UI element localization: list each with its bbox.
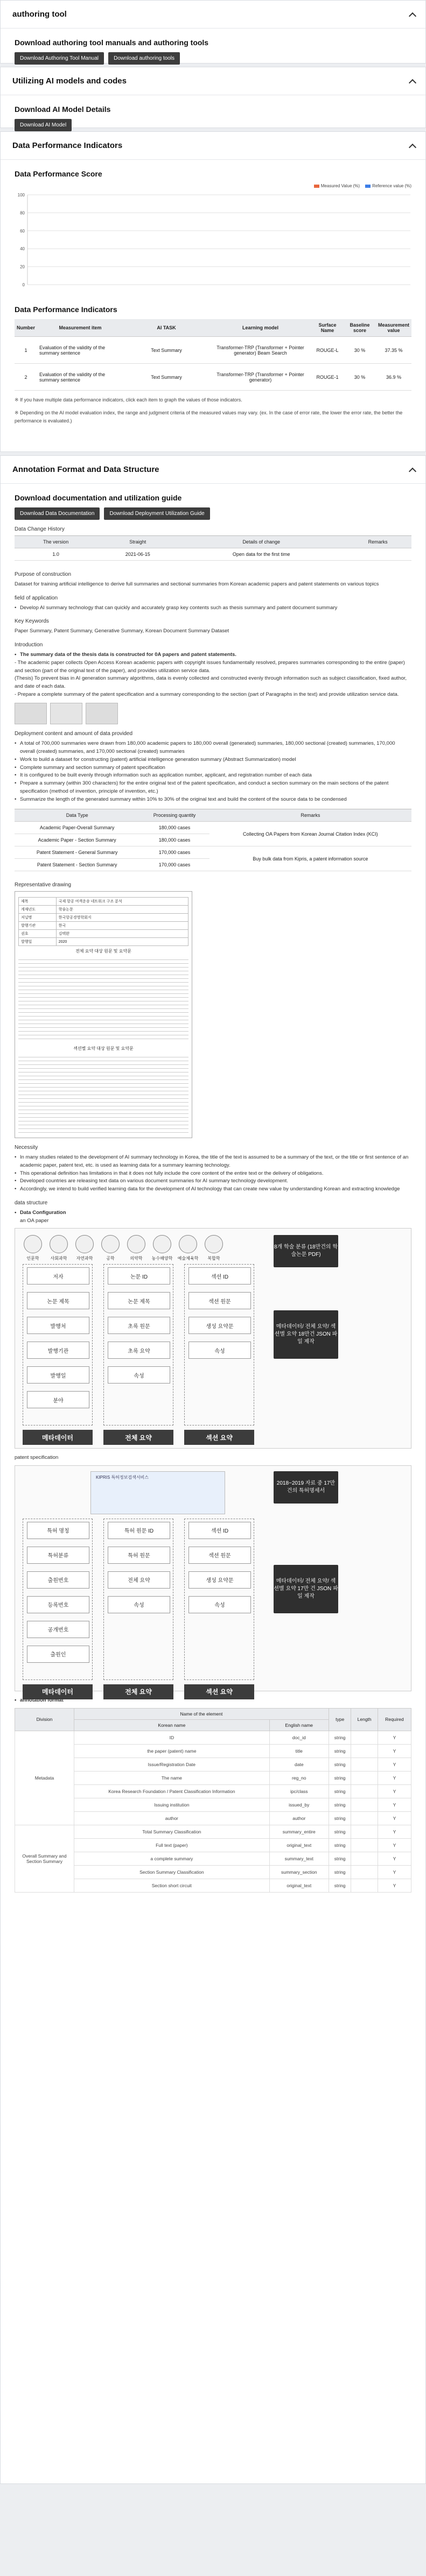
category-label: 인문학 xyxy=(26,1256,39,1261)
structure-label: 메타데이터 xyxy=(23,1684,93,1699)
cell: string xyxy=(329,1852,351,1865)
cell xyxy=(351,1798,378,1811)
patent-structure-diagram xyxy=(15,1465,411,1696)
download-manual-button[interactable]: Download Authoring Tool Manual xyxy=(15,52,104,65)
cell: Total Summary Classification xyxy=(74,1825,270,1838)
cell xyxy=(351,1758,378,1771)
cell: Text Summary xyxy=(123,364,209,391)
chevron-up-icon[interactable] xyxy=(408,11,416,18)
col-header: Remarks xyxy=(209,809,411,822)
structure-field: 발행일 xyxy=(27,1366,89,1384)
col-header: Processing quantity xyxy=(139,809,209,822)
cell: 발행일 xyxy=(19,938,57,946)
col-header: Details of change xyxy=(178,536,344,548)
cell: 180,000 cases xyxy=(139,834,209,846)
cell: Patent Statement - Section Summary xyxy=(15,859,139,871)
ai-models-header[interactable] xyxy=(1,67,425,95)
cell: 국제 항공 여객운송 네트워크 구조 분석 xyxy=(56,898,188,906)
field-text: • Develop AI summary technology that can quickly and accurately grasp key contents such as thesis summary and patent document summary xyxy=(15,604,411,612)
structure-field: 특허 원문 ID xyxy=(108,1522,170,1539)
category-label: 의약학 xyxy=(130,1256,143,1261)
thumbnail-image xyxy=(15,703,47,724)
col-header: Straight xyxy=(97,536,178,548)
cell: Y xyxy=(378,1838,411,1852)
performance-card xyxy=(0,131,426,452)
cell: 1 xyxy=(15,337,37,364)
division-cell: Metadata xyxy=(15,1731,74,1825)
structure-field: 속성 xyxy=(108,1366,170,1384)
structure-field: 공개번호 xyxy=(27,1621,89,1638)
cell: 170,000 cases xyxy=(139,846,209,859)
cell xyxy=(351,1771,378,1784)
download-tools-button[interactable]: Download authoring tools xyxy=(108,52,180,65)
download-documentation-button[interactable]: Download Data Documentation xyxy=(15,507,100,520)
legend-item: Reference value (%) xyxy=(365,184,411,188)
cell: 권호 xyxy=(19,930,57,938)
structure-field: 섹션 ID xyxy=(188,1267,251,1285)
cell: 한국항공경영학회지 xyxy=(56,914,188,922)
annotation-header[interactable] xyxy=(1,456,425,484)
structure-label: 메타데이터 xyxy=(23,1430,93,1445)
table-row xyxy=(15,1798,411,1811)
cell: the paper (patent) name xyxy=(74,1744,270,1758)
col-header: Baseline score xyxy=(344,319,376,337)
col-header: AI TASK xyxy=(123,319,209,337)
cell: ROUGE-L xyxy=(311,337,344,364)
cell: 36.9 % xyxy=(376,364,411,391)
col-header: Division xyxy=(15,1708,74,1731)
deployment-line: • Work to build a dataset for constructing (patent) artificial intelligence generation summary (Abstract Summarization) model xyxy=(15,756,411,764)
cell: string xyxy=(329,1838,351,1852)
col-header: The version xyxy=(15,536,97,548)
structure-field: 생성 요약문 xyxy=(188,1571,251,1589)
score-heading: Data Performance Score xyxy=(15,170,102,178)
category-label: 사회과학 xyxy=(50,1256,67,1261)
representative-drawing xyxy=(15,891,192,1138)
structure-field: 논문 제목 xyxy=(108,1292,170,1309)
field-label: field of application xyxy=(15,595,58,601)
purpose-text: Dataset for training artificial intelligence to derive full summaries and sectional summaries from Korean academic papers and patent statements on various topics xyxy=(15,581,379,587)
performance-header[interactable] xyxy=(1,132,425,160)
indicators-heading: Data Performance Indicators xyxy=(15,305,117,314)
cell: Academic Paper - Section Summary xyxy=(15,834,139,846)
structure-label: 전체 요약 xyxy=(103,1430,173,1445)
category-label: 자연과학 xyxy=(76,1256,93,1261)
summary-text-block xyxy=(18,1054,188,1134)
cell: string xyxy=(329,1758,351,1771)
cell: Text Summary xyxy=(123,337,209,364)
cell: original_text xyxy=(269,1838,329,1852)
cell: Korea Research Foundation / Patent Classification Information xyxy=(74,1784,270,1798)
cell: issued_by xyxy=(269,1798,329,1811)
col-header: Remarks xyxy=(344,536,411,548)
structure-field: 전체 요약 xyxy=(108,1571,170,1589)
cell: 30 % xyxy=(344,364,376,391)
cell: a complete summary xyxy=(74,1852,270,1865)
cell: Section short circuit xyxy=(74,1879,270,1892)
cell: Y xyxy=(378,1771,411,1784)
cell: The name xyxy=(74,1771,270,1784)
cell: ipc/class xyxy=(269,1784,329,1798)
cell: Y xyxy=(378,1865,411,1879)
cell: Transformer-TRP (Transformer + Pointer generator) Beam Search xyxy=(209,337,311,364)
structure-field: 생성 요약문 xyxy=(188,1317,251,1334)
cell: string xyxy=(329,1879,351,1892)
cell: Y xyxy=(378,1784,411,1798)
cell: reg_no xyxy=(269,1771,329,1784)
col-header: Korean name xyxy=(74,1719,270,1731)
cell: string xyxy=(329,1798,351,1811)
legend-item: Measured Value (%) xyxy=(314,184,360,188)
table-row xyxy=(15,822,411,834)
performance-note: ※ Depending on the AI model evaluation index, the range and judgment criteria of the measured values may vary. (ex. In the case of error rate, the lower the error rate, the better the performance is evaluated.) xyxy=(15,410,403,424)
col-header: Number xyxy=(15,319,37,337)
table-row xyxy=(15,1865,411,1879)
section-title: Utilizing AI models and codes xyxy=(12,76,127,86)
keywords-label: Key Keywords xyxy=(15,618,49,625)
col-header: Data Type xyxy=(15,809,139,822)
cell: original_text xyxy=(269,1879,329,1892)
cell: Evaluation of the validity of the summary sentence xyxy=(37,364,123,391)
col-header: Required xyxy=(378,1708,411,1731)
config-sub: an OA paper xyxy=(20,1217,49,1224)
necessity-line: • Accordingly, we intend to build verified learning data for the development of AI technology that can create new value by understanding Korean and extracting knowledge xyxy=(15,1185,411,1194)
cell xyxy=(351,1825,378,1838)
cell: summary_entire xyxy=(269,1825,329,1838)
cell: 저널명 xyxy=(19,914,57,922)
category-label: 예술체육학 xyxy=(177,1256,199,1261)
cell: Issue/Registration Date xyxy=(74,1758,270,1771)
necessity-label: Necessity xyxy=(15,1145,38,1151)
ai-model-heading: Download AI Model Details xyxy=(15,105,111,114)
cell xyxy=(351,1811,378,1825)
thumbnail-image xyxy=(86,703,118,724)
structure-field: 초록 원문 xyxy=(108,1317,170,1334)
intro-line: (Thesis) To prevent bias in AI generation summary algorithms, data is evenly collected and constructed evenly through information such as subject classification, fixed author, and date of each data. xyxy=(15,675,407,690)
table-row xyxy=(15,1758,411,1771)
col-header: Length xyxy=(351,1708,378,1731)
table-row xyxy=(15,1825,411,1838)
cell: 30 % xyxy=(344,337,376,364)
cell xyxy=(351,1865,378,1879)
cell: Y xyxy=(378,1879,411,1892)
col-header: Measurement value xyxy=(376,319,411,337)
annotation-format-table xyxy=(15,1708,411,1893)
config-label: • Data Configuration xyxy=(15,1209,411,1217)
structure-field: 속성 xyxy=(188,1342,251,1359)
deployment-line: • A total of 700,000 summaries were drawn from 180,000 academic papers to 180,000 overall (generated) summaries, 180,000 sectional (created) summaries, 170,000 overall (created) summaries, and 170,000 sectional (created) summaries xyxy=(15,740,411,756)
history-label: Data Change History xyxy=(15,526,65,532)
cell: Y xyxy=(378,1825,411,1838)
structure-field: 초록 요약 xyxy=(108,1342,170,1359)
cell: string xyxy=(329,1731,351,1744)
intro-line: • The summary data of the thesis data is constructed for 0A papers and patent statements. xyxy=(15,651,411,659)
cell: 2021-06-15 xyxy=(97,548,178,561)
cell: Collecting OA Papers from Korean Journal Citation Index (KCI) xyxy=(209,822,411,846)
structure-field: 섹션 원문 xyxy=(188,1547,251,1564)
table-row xyxy=(15,1852,411,1865)
cell: string xyxy=(329,1865,351,1879)
sample-text-heading: 전체 요약 대상 원문 및 요약문 xyxy=(75,949,131,954)
table-row xyxy=(15,1879,411,1892)
cell: Buy bulk data from Kipris, a patent information source xyxy=(209,846,411,871)
cell: Y xyxy=(378,1811,411,1825)
section-title: authoring tool xyxy=(12,10,67,19)
col-header: Surface Name xyxy=(311,319,344,337)
y-tick-label: 0 xyxy=(22,283,25,287)
cell: 제목 xyxy=(19,898,57,906)
category-icon xyxy=(153,1235,171,1253)
rep-label: Representative drawing xyxy=(15,882,72,888)
cell: author xyxy=(74,1811,270,1825)
summary-text-heading: 섹션별 요약 대상 원문 및 요약문 xyxy=(73,1046,134,1051)
col-header: Measurement item xyxy=(37,319,123,337)
cell: title xyxy=(269,1744,329,1758)
cell: Y xyxy=(378,1731,411,1744)
category-icon xyxy=(50,1235,68,1253)
cell: date xyxy=(269,1758,329,1771)
download-ai-model-button[interactable]: Download AI Model xyxy=(15,119,72,131)
side-note-bottom: 메타데이터/ 전체 요약/ 섹션별 요약 18만건 JSON 파일 제작 xyxy=(274,1310,338,1359)
cell: doc_id xyxy=(269,1731,329,1744)
cell: 2020 xyxy=(56,938,188,946)
structure-field: 논문 ID xyxy=(108,1267,170,1285)
structure-label: data structure xyxy=(15,1199,48,1206)
cell: Y xyxy=(378,1744,411,1758)
cell: Patent Statement - General Summary xyxy=(15,846,139,859)
cell: string xyxy=(329,1825,351,1838)
cell: summary_text xyxy=(269,1852,329,1865)
cell: Issuing institution xyxy=(74,1798,270,1811)
table-row[interactable] xyxy=(15,337,411,364)
structure-label: 전체 요약 xyxy=(103,1684,173,1699)
format-label: • annotation format xyxy=(15,1697,411,1705)
deployment-line: • Complete summary and section summary of patent specification xyxy=(15,764,411,772)
intro-line: - The academic paper collects Open Access Korean academic papers with copyright issues fundamentally resolved, prepares summaries corresponding to the entire (paper) and section (part of the original text of the paper), and provides utilization service data. xyxy=(15,659,405,674)
cell: Evaluation of the validity of the summary sentence xyxy=(37,337,123,364)
ai-models-card xyxy=(0,67,426,128)
table-row xyxy=(15,846,411,859)
intro-line: - Prepare a complete summary of the patent specification and a summary corresponding to the section (part of Paragraphs in the text) and provide utilization service data. xyxy=(15,691,399,697)
cell: ROUGE-1 xyxy=(311,364,344,391)
cell xyxy=(351,1879,378,1892)
cell: string xyxy=(329,1811,351,1825)
necessity-line: • In many studies related to the development of AI summary technology in Korea, the title of the text is assumed to be a summary of the text, or the title or first sentence of an academic paper, patent text, etc. is used as learning data for a summary learning technology. xyxy=(15,1154,411,1169)
paper-structure-diagram xyxy=(15,1228,411,1449)
cell: summary_section xyxy=(269,1865,329,1879)
cell: Section Summary Classification xyxy=(74,1865,270,1879)
cell: 게재년도 xyxy=(19,906,57,914)
thumbnail-image xyxy=(50,703,82,724)
y-tick-label: 40 xyxy=(20,246,25,252)
structure-field: 섹션 원문 xyxy=(188,1292,251,1309)
authoring-heading: Download authoring tool manuals and authoring tools xyxy=(15,38,209,47)
intro-thumbnails xyxy=(15,703,411,724)
structure-field: 출원인 xyxy=(27,1646,89,1663)
table-row xyxy=(15,1744,411,1758)
y-tick-label: 80 xyxy=(20,210,25,216)
table-row xyxy=(15,1811,411,1825)
table-row xyxy=(15,548,411,561)
cell: Y xyxy=(378,1852,411,1865)
table-row[interactable] xyxy=(15,364,411,391)
division-cell: Overall Summary and Section Summary xyxy=(15,1825,74,1892)
cell xyxy=(344,548,411,561)
data-types-table xyxy=(15,809,411,871)
performance-note: ※ If you have multiple data performance indicators, click each item to graph the values of those indicators. xyxy=(15,397,242,403)
structure-field: 발행처 xyxy=(27,1317,89,1334)
guide-heading: Download documentation and utilization guide xyxy=(15,493,182,502)
structure-field: 등록번호 xyxy=(27,1596,89,1613)
sample-text-block xyxy=(18,956,188,1042)
structure-field: 발행기관 xyxy=(27,1342,89,1359)
cell xyxy=(351,1731,378,1744)
y-tick-label: 100 xyxy=(17,193,25,197)
chevron-up-icon[interactable] xyxy=(408,77,416,85)
cell: author xyxy=(269,1811,329,1825)
structure-label: 섹션 요약 xyxy=(184,1430,254,1445)
structure-field: 특허 명칭 xyxy=(27,1522,89,1539)
section-title: Annotation Format and Data Structure xyxy=(12,465,159,474)
cell: ID xyxy=(74,1731,270,1744)
structure-field: 섹션 ID xyxy=(188,1522,251,1539)
cell: string xyxy=(329,1744,351,1758)
category-label: 복합학 xyxy=(207,1256,220,1261)
keywords-text: Paper Summary, Patent Summary, Generative Summary, Korean Document Summary Dataset xyxy=(15,628,229,634)
cell: Y xyxy=(378,1758,411,1771)
category-icon xyxy=(127,1235,145,1253)
deployment-line: • It is configured to be built evenly through information such as application number, applicant, and registration number of each data xyxy=(15,772,411,780)
browser-title: KIPRIS 특허정보검색서비스 xyxy=(96,1474,149,1480)
category-icon xyxy=(179,1235,197,1253)
cell xyxy=(351,1784,378,1798)
performance-chart xyxy=(15,190,413,293)
cell: 170,000 cases xyxy=(139,859,209,871)
deployment-label: Deployment content and amount of data provided xyxy=(15,731,133,737)
category-label: 농수해양학 xyxy=(151,1256,173,1261)
cell: 2 xyxy=(15,364,37,391)
cell: 학술논문 xyxy=(56,906,188,914)
table-row xyxy=(15,1838,411,1852)
y-tick-label: 60 xyxy=(20,228,25,234)
category-icon xyxy=(75,1235,94,1253)
cell xyxy=(351,1838,378,1852)
cell: 180,000 cases xyxy=(139,822,209,834)
patent-label: patent specification xyxy=(15,1455,59,1461)
side-note-bottom: 메타데이터/ 전체 요약/ 섹션별 요약 17만 건 JSON 파일 제작 xyxy=(274,1565,338,1613)
chevron-up-icon[interactable] xyxy=(408,142,416,150)
deployment-line: • Summarize the length of the generated summary within 10% to 30% of the original text and build the content of the source data to be condensed xyxy=(15,796,411,804)
structure-field: 논문 제목 xyxy=(27,1292,89,1309)
cell: Transformer-TRP (Transformer + Pointer generator) xyxy=(209,364,311,391)
necessity-line: • This operational definition has limitations in that it does not fully include the core content of the entire text or the delivery of obligations. xyxy=(15,1170,411,1178)
cell: Full text (paper) xyxy=(74,1838,270,1852)
purpose-label: Purpose of construction xyxy=(15,571,72,577)
structure-field: 속성 xyxy=(108,1596,170,1613)
necessity-line: • Developed countries are releasing text data on various document summaries for AI summary technology development. xyxy=(15,1177,411,1185)
category-icon xyxy=(101,1235,120,1253)
side-note-top: 2018~2019 자료 중 17만 건의 특허명세서 xyxy=(274,1471,338,1504)
category-icon xyxy=(205,1235,223,1253)
indicators-table xyxy=(15,319,411,391)
intro-label: Introduction xyxy=(15,642,43,648)
structure-field: 특허분류 xyxy=(27,1547,89,1564)
col-header: Name of the element xyxy=(74,1708,329,1719)
cell: Open data for the first time xyxy=(178,548,344,561)
cell: string xyxy=(329,1771,351,1784)
col-header: Learning model xyxy=(209,319,311,337)
authoring-tool-header[interactable] xyxy=(1,1,425,29)
structure-label: 섹션 요약 xyxy=(184,1684,254,1699)
structure-field: 특허 원문 xyxy=(108,1547,170,1564)
cell: 1.0 xyxy=(15,548,97,561)
chart-legend xyxy=(15,184,411,188)
deployment-line: • Prepare a summary (within 300 characters) for the entire original text of the patent specification, and conduct a section summary on the main sections of the patent specification (method of invention, principle of invention, etc.) xyxy=(15,780,411,795)
table-row xyxy=(15,1771,411,1784)
cell: 37.35 % xyxy=(376,337,411,364)
annotation-card xyxy=(0,455,426,2484)
structure-field: 저자 xyxy=(27,1267,89,1285)
cell xyxy=(351,1852,378,1865)
history-table xyxy=(15,535,411,561)
cell: 한국 xyxy=(56,922,188,930)
download-guide-button[interactable]: Download Deployment Utilization Guide xyxy=(104,507,209,520)
cell: string xyxy=(329,1784,351,1798)
section-title: Data Performance Indicators xyxy=(12,141,123,150)
cell: Academic Paper-Overall Summary xyxy=(15,822,139,834)
structure-field: 출원번호 xyxy=(27,1571,89,1589)
structure-field: 속성 xyxy=(188,1596,251,1613)
chevron-up-icon[interactable] xyxy=(408,466,416,474)
structure-field: 분야 xyxy=(27,1391,89,1408)
side-note-top: 8개 학술 분류 (18만건의 학술논문 PDF) xyxy=(274,1235,338,1267)
category-icon xyxy=(24,1235,42,1253)
col-header: type xyxy=(329,1708,351,1731)
sample-metadata-table xyxy=(18,897,188,946)
cell: Y xyxy=(378,1798,411,1811)
table-row xyxy=(15,1731,411,1744)
col-header: English name xyxy=(269,1719,329,1731)
authoring-tool-card xyxy=(0,0,426,63)
cell: 김택완 xyxy=(56,930,188,938)
cell xyxy=(351,1744,378,1758)
category-label: 공학 xyxy=(106,1256,115,1261)
table-row xyxy=(15,1784,411,1798)
cell: 발행기관 xyxy=(19,922,57,930)
y-tick-label: 20 xyxy=(20,264,25,270)
